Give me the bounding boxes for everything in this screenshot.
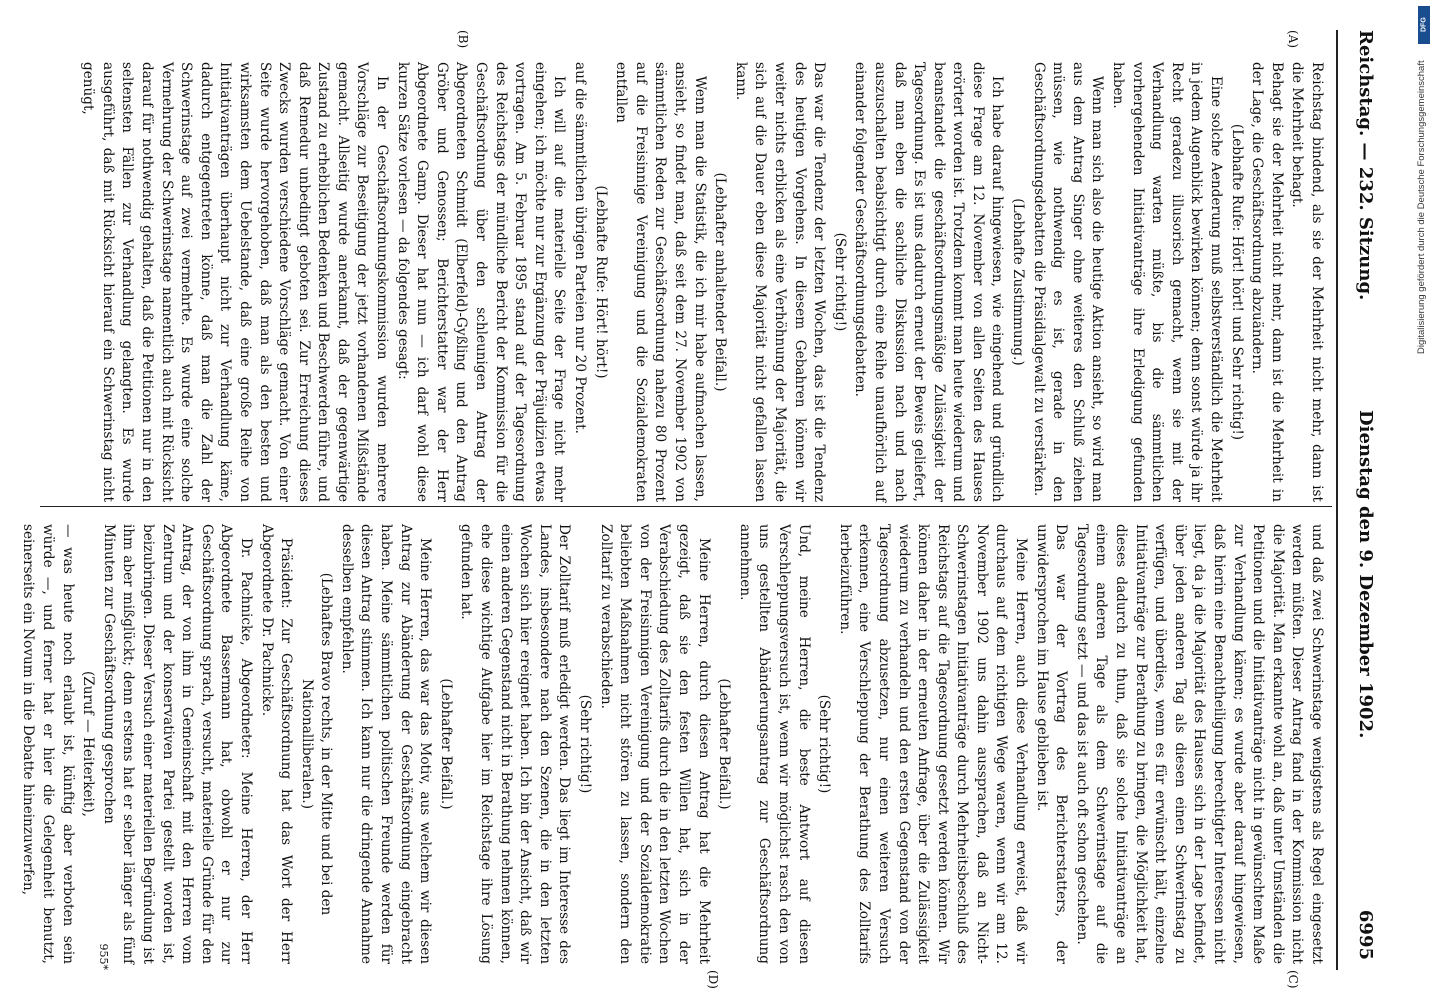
paragraph: Der Zolltarif muß erledigt werden. Das liegt im Interesse des Landes, insbesondere nach den Szenen, die in den letzten Wochen sich hier ereignet haben. Ich bin der Ansicht, daß wir einen anderen Gegenstand nicht in Berathung nehmen können, ehe diese wichtige Aufgabe hier im Reichstage ihre Lösung gefunden hat.	[458, 524, 573, 964]
paragraph: (Lebhaftes Bravo rechts, in der Mitte und bei den Nationalliberalen.)	[298, 572, 335, 916]
paragraph: — was heute noch erlaubt ist, künftig aber verboten sein würde —, und ferner hat er hier die Gelegenheit benutzt, seinerseits ein Novum in die Debatte hineinzuwerfen,	[20, 524, 76, 964]
paragraph: (Sehr richtig!)	[816, 694, 833, 794]
paragraph: (Lebhafter Beifall.)	[716, 678, 733, 810]
paragraph: (Lebhafter Beifall.)	[437, 678, 454, 810]
paragraph: (Lebhafter anhaltender Beifall.)	[712, 172, 729, 392]
paragraph: Das war die Tendenz der letzten Wochen, das ist die Tendenz des heutigen Vorgehens. In diesem Gebahren können wir weiter nichts erblicken als eine Verhöhnung der Majorität, die sich auf die Dauer eben diese Majorität nicht gefallen lassen kann.	[732, 62, 828, 502]
column-rule	[40, 506, 1332, 507]
paragraph: (Zuruf — Heiterkeit),	[80, 671, 97, 817]
sheet-signature: 955*	[97, 943, 110, 970]
paragraph: Präsident: Zur Geschäftsordnung hat das Wort der Herr Abgeordnete Dr. Pachnicke.	[258, 524, 295, 964]
page-header	[1342, 30, 1382, 970]
marker-a: (A)	[1286, 30, 1300, 49]
paragraph: Ich will auf die materielle Seite der Frage nicht mehr eingehen; ich möchte nur zur Ergänzung der Präjudizien etwas vortragen. Am 5. Februar 1895 stand auf der Tagesordnung des Reichstags der mündliche Bericht der Kommission für die Geschäftsordnung über den schleunigen Antrag der Abgeordneten Schmidt (Elberfeld)-Gyßling und den Antrag Gröber und Genossen; Berichterstatter war der Herr Abgeordnete Gamp. Dieser hat nun — ich darf wohl diese kurzen Sätze vorlesen — da folgendes gesagt:	[394, 62, 568, 502]
paragraph: Meine Herren, auch diese Verhandlung erweist, daß wir durchaus auf dem richtigen Wege waren, wenn wir am 12. November 1902 uns dahin aussprachen, daß an Nicht-Schwerinstagen Initiativanträge durch Mehrheitsbeschluß des Reichstags auf die Tagesordnung gesetzt werden können. Wir können daher in der erneuten Anfrage, über die Zulässigkeit wiederum zu verhandeln und den ersten Gegenstand von der Tagesordnung abzusetzen, nur einen weiteren Versuch erkennen, eine Verschleppung der Berathung des Zolltarifs herbeizuführen.	[836, 524, 1030, 964]
paragraph: Wenn man sich also die heutige Aktion ansieht, so wird man aus dem Antrag Singer ohne weiteres den Schluß ziehen müssen, wie nothwendig es ist, gerade in den Geschäftsordnungsdebatten die Präsidialgewalt zu verstärken.	[1030, 62, 1106, 502]
page-number: 6995	[1355, 909, 1376, 960]
header-rule	[1336, 30, 1338, 970]
paragraph: Dr. Pachnicke, Abgeordneter: Meine Herren, der Herr Abgeordnete Bassermann hat, obwohl er nur zur Geschäftsordnung sprach, versucht, materielle Gründe für den Antrag, der von ihm in Gemeinschaft mit den Herren vom Zentrum und der konservativen Partei gestellt worden ist, beizubringen. Dieser Versuch einer materiellen Begründung ist ihm aber mißglückt; denn erstens hat er selber länger als fünf Minuten zur Geschäftsordnung gesprochen	[100, 524, 254, 964]
paragraph: (Lebhafte Zustimmung.)	[1010, 198, 1027, 366]
paragraph: In der Geschäftsordnungskommission wurden mehrere Vorschläge zur Beseitigung der jetzt vorhandenen Mißstände gemacht. Allseitig wurde anerkannt, daß der gegenwärtige Zustand zu erheblichen Bedenken und Beschwerden führe, und daß Remedur unbedingt geboten sei. Zur Erreichung dieses Zwecks wurden verschiedene Vorschläge gemacht. Von einer Seite wurde hervorgehoben, daß man als den besten und wirksamsten dem Uebelstande, daß eine große Reihe von Initiativanträgen überhaupt nicht zur Verhandlung käme, dadurch entgegentreten könne, daß man die Zahl der Schwerinstage auf zwei vermehrte. Es wurde eine solche Vermehrung der Schwerinstage namentlich auch mit Rücksicht darauf für nothwendig gehalten, daß die Petitionen nur in den seltensten Fällen zur Verhandlung gelangten. Es wurde ausgeführt, daß mit Rücksicht hierauf ein Schwerinstag nicht genügt,	[80, 62, 391, 502]
paragraph: und daß zwei Schwerinstage wenigstens als Regel eingesetzt werden müßten. Dieser Antrag fand in der Kommission nicht die Majorität. Man erkannte wohl an, daß unter Umständen die Petitionen und die Initiativanträge nicht in gewünschtem Maße zur Verhandlung kämen; es wurde aber darauf hingewiesen, daß hierin eine Benachtheiligung berechtigter Interessen nicht liegt, da ja die Majorität des Hauses sich in der Lage befindet, über jeden anderen Tag als diesen einen Schwerinstag zu verfügen, und überdies, wenn es für erwünscht hält, einzelne Initiativanträge zur Berathung zu bringen, die Möglichkeit hat, dieses dadurch zu thun, daß sie solche Initiativanträge an einem anderen Tage als dem Schwerinstage auf die Tagesordnung setzt — und das ist auch oft schon geschehen.	[1073, 524, 1325, 964]
paragraph: Und, meine Herren, die beste Antwort auf diesen Verschleppungsversuch ist, wenn wir möglichst rasch den von uns gestellten Abänderungsantrag zur Geschäftsordnung annehmen.	[736, 524, 812, 964]
paragraph: (Sehr richtig!)	[577, 694, 594, 794]
digitization-credit: Digitalisierung gefördert durch die Deutsche Forschungsgemeinschaft	[1416, 60, 1427, 354]
header-date: Dienstag den 9. Dezember 1902.	[1355, 410, 1376, 739]
paragraph: Das war der Vortrag des Berichterstatters, der unwidersprochen im Hause geblieben ist.	[1033, 524, 1070, 964]
header-left: Reichstag. — 232. Sitzung.	[1355, 30, 1376, 301]
marker-c: (C)	[1286, 970, 1300, 989]
paragraph: Wenn man die Statistik, die ich mir habe aufmachen lassen, ansieht, so findet man, daß seit dem 27. November 1902 von sämmtlichen Reden zur Geschäftsordnung nahezu 80 Prozent auf die Freisinnige Vereinigung und die Sozialdemokraten entfallen	[613, 62, 708, 502]
paragraph: Ich habe darauf hingewiesen, wie eingehend und gründlich diese Frage am 12. November von allen Seiten des Hauses erörtert worden ist. Trotzdem kommt man heute wiederum und beanstandet die geschäftsordnungsmäßige Zulässigkeit der Tagesordnung. Es ist uns dadurch erneut der Beweis geliefert, daß man eben die sachliche Diskussion nach und nach auszuschalten beabsichtigt durch eine Reihe unaufhörlich auf einander folgender Geschäftsordnungsdebatten.	[852, 62, 1006, 502]
paragraph: Meine Herren, das war das Motiv, aus welchem wir diesen Antrag zur Abänderung der Geschäftsordnung eingebracht haben. Meine sämmtlichen politischen Freunde werden für diesen Antrag stimmen. Ich kann nur die dringende Annahme desselben empfehlen.	[338, 524, 434, 964]
marker-d: (D)	[706, 970, 720, 989]
paragraph: Meine Herren, durch diesen Antrag hat die Mehrheit gezeigt, daß sie den festen Willen hat, sich in der Verabschiedung des Zolltarifs durch die in den letzten Wochen von der Freisinnigen Vereinigung und der Sozialdemokratie beliebten Maßnahmen nicht stören zu lassen, sondern den Zolltarif zu verabschieden.	[597, 524, 712, 964]
dfg-logo: DFG	[1418, 6, 1430, 44]
paragraph: Eine solche Aenderung muß selbstverständlich die Mehrheit in jedem Augenblick bewirken können; denn sonst würde ja ihr Recht geradezu illusorisch gemacht, wenn sie mit der Verhandlung warten müßte, bis die sämmtlichen vorhergehenden Initiativanträge ihre Erledigung gefunden haben.	[1110, 62, 1225, 502]
paragraph: auf die sämmtlichen übrigen Parteien nur 20 Prozent.	[572, 62, 589, 434]
paragraph: (Lebhafte Rufe: Hört! hört!)	[592, 185, 609, 379]
right-column	[17, 524, 1326, 964]
paragraph: Reichstag bindend, als sie der Mehrheit nicht mehr, dann ist die Mehrheit behagt.	[1289, 62, 1325, 502]
paragraph: (Sehr richtig!)	[831, 232, 848, 332]
paragraph: (Lebhafte Rufe: Hört! hört! und Sehr richtig!)	[1228, 123, 1245, 441]
left-column	[77, 62, 1326, 502]
marker-b: (B)	[456, 30, 470, 49]
paragraph: Behagt sie der Mehrheit nicht mehr, dann ist die Mehrheit in der Lage, die Geschäftsordnung abzuändern.	[1249, 62, 1285, 502]
